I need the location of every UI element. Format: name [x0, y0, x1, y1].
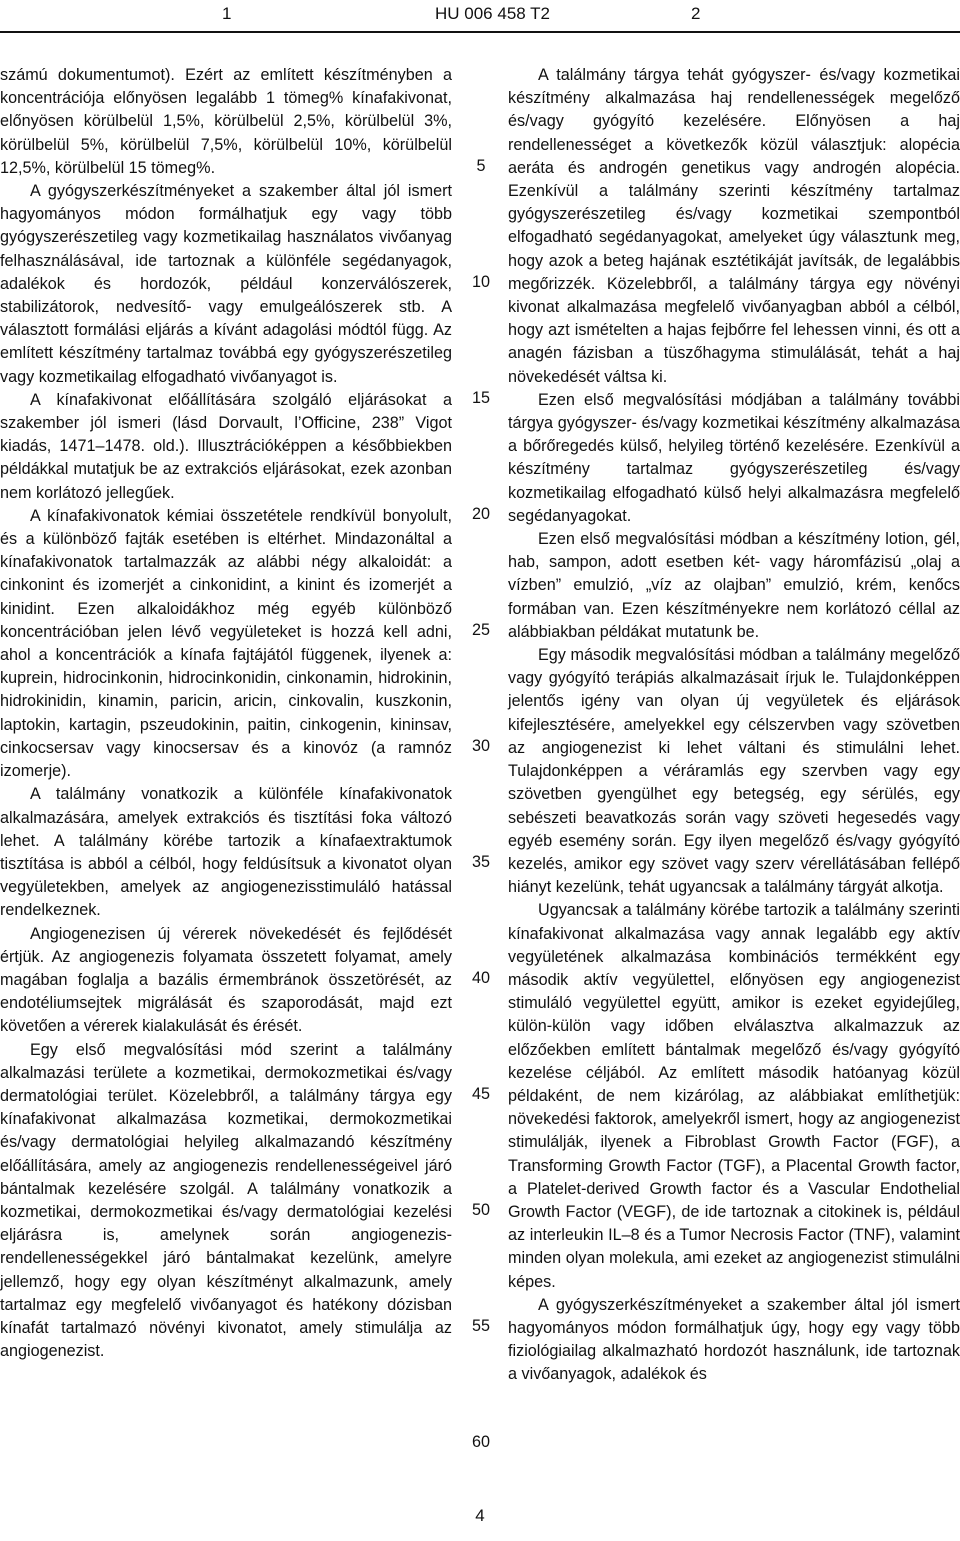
header-rule — [0, 31, 960, 33]
paragraph: A gyógyszerkészítményeket a szakember által jól ismert hagyományos módon formálhatjuk egy vagy több gyógyszerészetileg vagy kozmetikailag használatos vivőanyag felhasználásával, ide tartoznak a különféle segédanyagok, adalékok és hordozók, például konzerválószerek, stabilizátorok, nedvesítő- vagy emulgeálószerek stb. A választott formálási eljárás a kívánt adagolási módtól függ. Az említett készítmény tartalmaz továbbá egy gyógyszerészetileg vagy kozmetikailag elfogadható vivőanyagot is. — [0, 182, 452, 386]
paragraph: A találmány tárgya tehát gyógyszer- és/vagy kozmetikai készítmény alkalmazása haj rendellenességek megelőző és/vagy gyógyító kezelésére. Előnyösen a haj rendellenességet a következők közül választjuk: alopécia aeráta és androgén genetikus vagy androgén alopécia. Ezenkívül a találmány szerinti készítmény tartalmaz gyógyszerészetileg és/vagy kozmetikai szempontból elfogadható segédanyagokat, amelyeket úgy választunk meg, hogy azok a beteg hajának esztétikáját javítsák, de legalábbis megőrizzék. Közelebbről, a találmány tárgya egy növényi kivonat alkalmazása megfelelő vivőanyagban abból a célból, hogy azt ismételten a hajas fejbőrre fel lehessen vinni, és ott a anagén fázisban a tüszőhagyma stimulálását, tehát a haj növekedését váltsa ki. — [508, 66, 960, 386]
line-number: 50 — [471, 1201, 490, 1219]
line-number: 45 — [471, 1085, 490, 1103]
paragraph: A kínafakivonat előállítására szolgáló eljárásokat a szakember jól ismeri (lásd Dorvault, l’Officine, 238” Vigot kiadás, 1471–1478. old.). Illusztrációképpen a későbbiekben példákkal mutatjuk be az extrakciós eljárásokat, ezek azonban nem korlátozó jellegűek. — [0, 390, 452, 502]
paragraph: A találmány vonatkozik a különféle kínafakivonatok alkalmazására, amelyek extrakciós és tisztítási foka változó lehet. A találmány körébe tartozik a kínafaextraktumok tisztítása is abból a célból, hogy feldúsítsuk a kivonatot olyan vegyületekben, amelyek az angiogenezisstimuláló hatással rendelkeznek. — [0, 785, 452, 920]
line-number: 10 — [471, 273, 490, 291]
page-footer-number: 4 — [475, 1506, 485, 1525]
paragraph: Egy első megvalósítási mód szerint a találmány alkalmazási területe a kozmetikai, dermokozmetikai és/vagy dermatológiai terület. Közelebbről, a találmány tárgya egy kínafakivonat alkalmazása kozmetikai, dermokozmetikai és/vagy dermatológiai helyileg alkalmazandó készítmény előállítására, amely az angiogenezis rendellenességeivel járó bántalmak kezelésére szolgál. A találmány vonatkozik a kozmetikai, dermokozmetikai és/vagy dermatológiai kezelési eljárásra is, amelynek során angiogenezis-rendellenességekkel járó bántalmakat kezelünk, amelyre jellemző, hogy egy olyan készítményt alkalmazunk, amely tartalmaz egy megfelelő vivőanyagot és hatékony dózisban kínafát tartalmazó növényi kivonatot, amely stimulálja az angiogenezist. — [0, 1040, 452, 1361]
right-column — [508, 64, 960, 1387]
line-number: 15 — [471, 389, 490, 407]
paragraph: számú dokumentumot). Ezért az említett készítményben a koncentrációja előnyösen legalább 1 tömeg% kínafakivonat, előnyösen körülbelül 1,5%, körülbelül 2,5%, körülbelül 3%, körülbelül 5%, körülbelül 7,5%, körülbelül 10%, körülbelül 12,5%, körülbelül 15 tömeg%. — [0, 66, 452, 177]
left-column — [0, 64, 452, 1363]
paragraph: Ezen első megvalósítási módban a készítmény lotion, gél, hab, sampon, adott esetben két- vagy háromfázisú „olaj a vízben” emulzió, „víz az olajban” emulzió, krém, kenőcs formában van. Ezen készítményekre nem korlátozó céllal az alábbiakban példákat mutatunk be. — [508, 530, 960, 641]
line-number: 20 — [471, 505, 490, 523]
page-header — [0, 0, 960, 34]
paragraph: A gyógyszerkészítményeket a szakember által jól ismert hagyományos módon formálhatjuk úgy, hogy egy vagy több fiziológiailag alkalmazható hordozót használunk, ide tartoznak a vivőanyagok, adalékok és — [508, 1295, 960, 1384]
paragraph: Egy második megvalósítási módban a találmány megelőző vagy gyógyító terápiás alkalmazásait írjuk le. Tulajdonképpen jelentős igény van olyan új vegyületek és eljárások kifejlesztésére, amelyekkel egy célszervben vagy szövetben az angiogenezist ki lehet váltani és stimulálni lehet. Tulajdonképpen a véráramlás egy szervben vagy egy szövetben gyengülhet egy betegség, egy sérülés, egy sebészeti beavatkozás során vagy szöveti hegesedés vagy egyéb esemény során. Egy ilyen megelőző és/vagy gyógyító kezelés, amikor egy szövet vagy szerv vérellátásában fellépő hiányt kezelünk, tehát ugyancsak a találmány tárgyát alkotja. — [508, 646, 960, 897]
line-number: 5 — [476, 157, 486, 175]
line-number: 40 — [471, 969, 490, 987]
paragraph: Ugyancsak a találmány körébe tartozik a találmány szerinti kínafakivonat alkalmazása vagy annak legalább egy aktív vegyületének alkalmazása kombinációs termékként egy második aktív vegyülettel, előnyösen egy angiogenezist stimuláló vegyülettel együtt, amikor is ezeket egyidejűleg, külön-külön vagy időben elválasztva alkalmazzuk az előzőekben említett bántalmak megelőző és/vagy gyógyító kezelése céljából. Az említett második hatóanyag közül példaként, de nem kizárólag, az alábbiakat említhetjük: növekedési faktorok, amelyekről ismert, hogy az angiogenezist stimulálják, ilyenek a Fibroblast Growth Factor (FGF), a Transforming Growth Factor (TGF), a Placental Growth factor, a Platelet-derived Growth factor és a Vascular Endothelial Growth Factor (VEGF), de ide tartoznak a citokinek is, például az interleukin IL–8 és a Tumor Necrosis Factor (TNF), valamint minden olyan molekula, ami ezeket az angiogenezist stimulálni képes. — [508, 901, 960, 1291]
header-patent-number: HU 006 458 T2 — [435, 4, 550, 23]
paragraph: Angiogenezisen új vérerek növekedését és fejlődését értjük. Az angiogenezis folyamata összetett folyamat, amely magában foglalja a bazális érmembránok összetörését, az endotéliumsejtek migrálását és szaporodását, majd ezt követően a vérerek kialakulását és érését. — [0, 924, 452, 1036]
line-number: 25 — [471, 621, 490, 639]
paragraph: Ezen első megvalósítási módjában a találmány további tárgya gyógyszer- és/vagy kozmetikai készítmény alkalmazása a bőrőregedés külső, helyileg történő kezelésére. Ezenkívül a készítmény tartalmaz gyógyszerészetileg és/vagy kozmetikailag elfogadható külső helyi alkalmazásra megfelelő segédanyagokat. — [508, 390, 960, 525]
line-number: 30 — [471, 737, 490, 755]
paragraph: A kínafakivonatok kémiai összetétele rendkívül bonyolult, és a különböző fajták esetében is eltérhet. Mindazonáltal a kínafakivonatok tartalmazzák az alábbi négy alkaloidát: a cinkonint és izomerjét a cinkonidint, a kinint és izomerjét a kinidint. Ezen alkaloidákhoz még egyéb különböző koncentrációban jelen lévő vegyületeket is hozzá kell adni, ahol a koncentrációk a kínafa fajtájától függenek, ilyenek a: kuprein, hidrocinkonin, hidrocinkonidin, cinkonamin, hidrokinin, hidrokinidin, kinamin, paricin, aricin, cinkovalin, kuszkonin, laptokin, kartagin, pszeudokinin, paitin, cinkogenin, kininsav, cinkocsersav vagy kinocsersav és a kinovóz (a ramnóz izomerje). — [0, 506, 452, 781]
line-number: 55 — [471, 1317, 490, 1335]
line-number: 35 — [471, 853, 490, 871]
header-right-page-number: 2 — [691, 4, 701, 23]
header-left-page-number: 1 — [222, 4, 232, 23]
line-number: 60 — [471, 1433, 490, 1451]
